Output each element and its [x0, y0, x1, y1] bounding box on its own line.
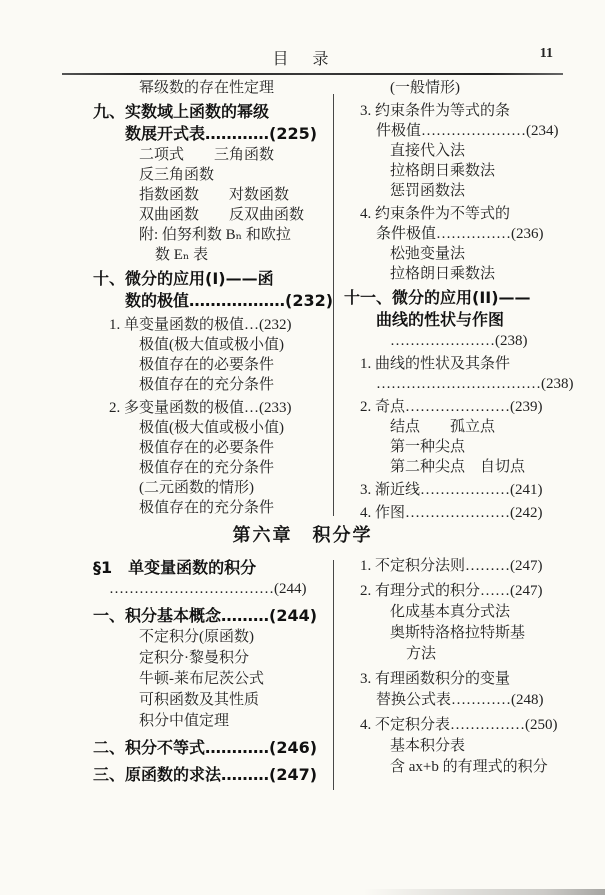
toc-entry: 4. 约束条件为不等式的: [360, 206, 511, 222]
toc-entry: 牛顿-莱布尼茨公式: [139, 671, 264, 687]
toc-entry: 数的极值………………(232): [125, 291, 334, 310]
header-rule: [62, 73, 563, 75]
toc-entry: 1. 单变量函数的极值…(232): [109, 317, 292, 333]
column-divider-bottom: [333, 560, 334, 790]
toc-entry: 曲线的性状与作图: [376, 310, 505, 329]
left-column-top: [85, 78, 333, 518]
toc-entry: 极值存在的充分条件: [139, 500, 275, 516]
toc-entry: 含 ax+b 的有理式的积分: [390, 759, 548, 775]
toc-entry: 三、原函数的求法………(247): [93, 765, 318, 784]
toc-entry: 第一种尖点: [390, 439, 466, 455]
toc-entry: 幂级数的存在性定理: [139, 80, 275, 96]
toc-entry: 极值存在的充分条件: [139, 460, 275, 476]
toc-entry: 数展开式表…………(225): [125, 124, 318, 143]
toc-entry: 极值(极大值或极小值): [139, 337, 284, 353]
toc-entry: 1. 不定积分法则………(247): [360, 558, 543, 574]
toc-entry: 结点 孤立点: [390, 419, 496, 435]
toc-entry: 直接代入法: [390, 143, 466, 159]
toc-entry: 九、实数域上函数的幂级: [93, 102, 270, 121]
toc-entry: 可积函数及其性质: [139, 692, 260, 708]
toc-entry: 数 Eₙ 表: [155, 247, 209, 263]
toc-entry: ……………………………(244): [109, 581, 307, 597]
toc-entry: 极值存在的必要条件: [139, 440, 275, 456]
toc-entry: 极值存在的必要条件: [139, 357, 275, 373]
chapter-heading: 第六章 积分学: [232, 525, 373, 546]
toc-entry: 2. 有理分式的积分……(247): [360, 583, 543, 599]
toc-entry: (一般情形): [390, 80, 460, 96]
toc-entry: 反三角函数: [139, 167, 215, 183]
toc-entry: 3. 约束条件为等式的条: [360, 103, 511, 119]
toc-entry: 条件极值……………(236): [376, 226, 544, 242]
toc-entry: 极值(极大值或极小值): [139, 420, 284, 436]
toc-entry: 二项式 三角函数: [139, 147, 275, 163]
toc-entry: 2. 多变量函数的极值…(233): [109, 400, 292, 416]
toc-entry: 十、微分的应用(I)——函: [93, 269, 274, 288]
toc-entry: 二、积分不等式…………(246): [93, 738, 318, 757]
toc-entry: 4. 不定积分表……………(250): [360, 717, 558, 733]
toc-entry: 不定积分(原函数): [139, 629, 254, 645]
toc-entry: 定积分·黎曼积分: [139, 650, 249, 666]
toc-entry: 指数函数 对数函数: [139, 187, 290, 203]
toc-entry: 3. 有理函数积分的变量: [360, 671, 511, 687]
right-column-top: [336, 78, 576, 523]
toc-entry: ……………………………(238): [376, 376, 574, 392]
toc-entry: 替换公式表…………(248): [376, 692, 544, 708]
page-number: 11: [539, 46, 553, 61]
toc-entry: 极值存在的充分条件: [139, 377, 275, 393]
scan-edge-shadow: [0, 889, 605, 895]
toc-entry: 第二种尖点 自切点: [390, 459, 526, 475]
toc-entry: 拉格朗日乘数法: [390, 163, 496, 179]
toc-entry: 十一、微分的应用(II)——: [344, 288, 531, 307]
toc-entry: 拉格朗日乘数法: [390, 266, 496, 282]
column-divider-top: [333, 94, 334, 516]
toc-entry: 松弛变量法: [390, 246, 466, 262]
toc-entry: 方法: [406, 646, 437, 662]
toc-entry: 3. 渐近线………………(241): [360, 482, 543, 498]
toc-entry: 惩罚函数法: [390, 183, 466, 199]
left-column-bottom: [85, 556, 333, 786]
toc-entry: 4. 作图…………………(242): [360, 505, 543, 521]
toc-entry: (二元函数的情形): [139, 480, 254, 496]
toc-entry: 积分中值定理: [139, 713, 230, 729]
toc-entry: 奥斯特洛格拉特斯基: [390, 625, 526, 641]
right-column-bottom: [336, 556, 576, 778]
toc-entry: 2. 奇点…………………(239): [360, 399, 543, 415]
toc-entry: 化成基本真分式法: [390, 604, 511, 620]
toc-entry: §1 单变量函数的积分: [93, 558, 257, 577]
page-title: 目 录: [272, 51, 333, 68]
toc-entry: 双曲函数 反双曲函数: [139, 207, 305, 223]
toc-entry: …………………(238): [390, 333, 528, 349]
toc-entry: 基本积分表: [390, 738, 466, 754]
toc-entry: 附: 伯努利数 Bₙ 和欧拉: [139, 227, 291, 243]
toc-entry: 件极值…………………(234): [376, 123, 559, 139]
toc-entry: 1. 曲线的性状及其条件: [360, 356, 511, 372]
toc-entry: 一、积分基本概念………(244): [93, 606, 318, 625]
